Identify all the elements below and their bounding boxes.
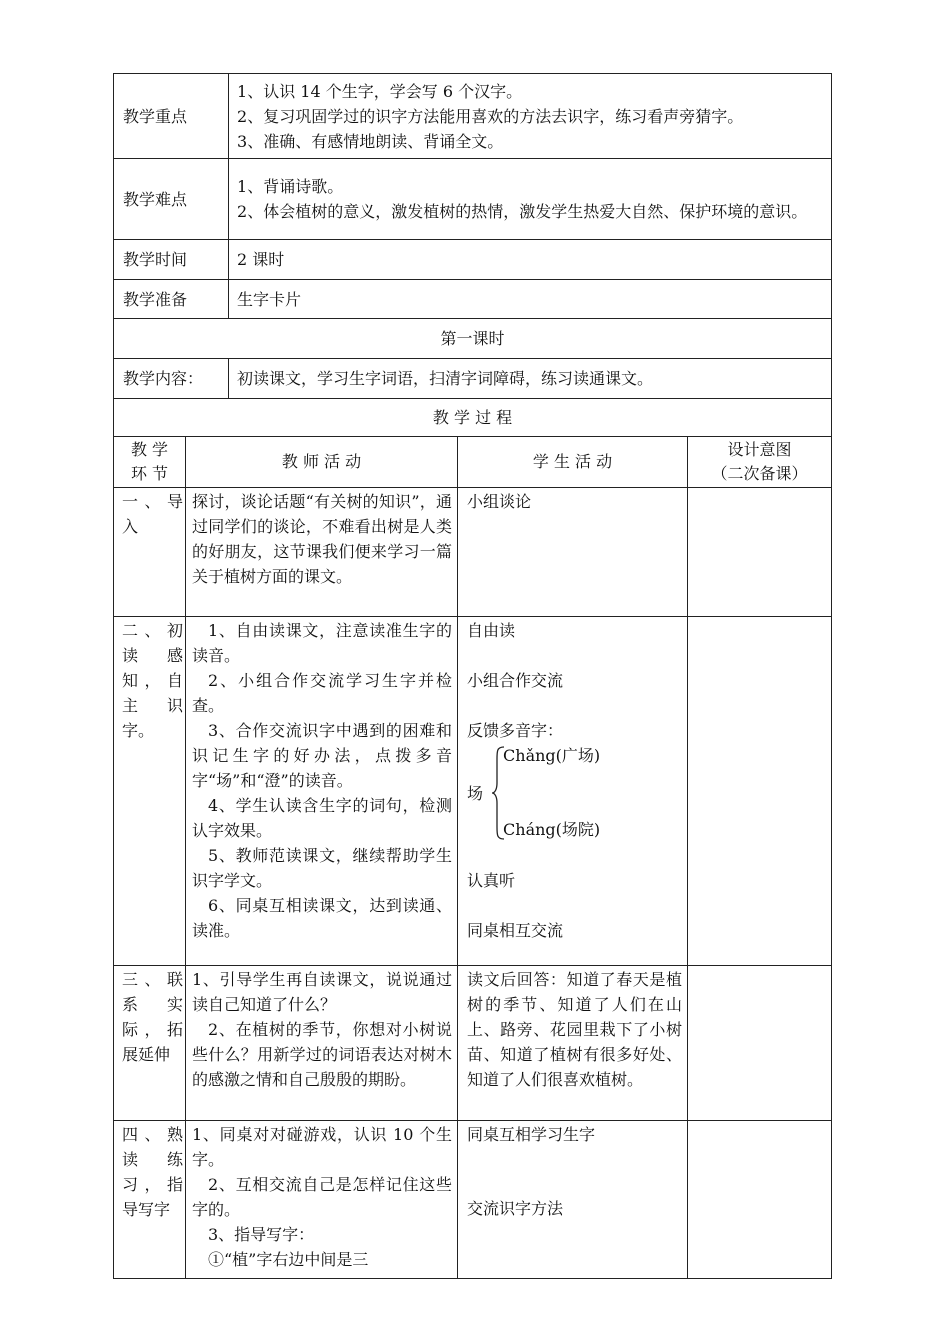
section-3-design: [688, 966, 832, 1121]
section-4-stage: 四、熟读练习，指导写字: [114, 1121, 186, 1279]
key-point-line: 1、认识 14 个生字，学会写 6 个汉字。: [237, 81, 523, 101]
lesson-plan-page: [113, 73, 831, 1279]
teacher-activity: 1、引导学生再自读课文，说说通过读自己知道了什么？: [192, 970, 453, 1014]
section-3-student: [458, 966, 688, 1121]
teacher-activity: 6、同桌互相读课文，达到读通、读准。: [192, 896, 453, 940]
time-value: 2 课时: [229, 240, 832, 280]
header-design: [688, 437, 832, 488]
student-activity: 小组合作交流: [467, 671, 564, 690]
teacher-activity: 5、教师范读课文，继续帮助学生识字学文。: [192, 846, 453, 890]
row-difficulties: [114, 159, 832, 240]
student-activity: 反馈多音字：: [467, 721, 564, 740]
difficulty-line: 2、体会植树的意义，激发植树的热情，激发学生热爱大自然、保护环境的意识。: [237, 202, 808, 221]
section-2-design: [688, 617, 832, 966]
section-3-stage: 三、联系实际，拓展延伸: [114, 966, 186, 1121]
lesson-title: 第一课时: [114, 319, 832, 359]
process-title: 教 学 过 程: [114, 399, 832, 437]
time-label: 教学时间: [114, 240, 229, 280]
header-design-line2: （二次备课）: [711, 464, 808, 483]
student-activity: 同桌相互交流: [467, 921, 564, 940]
teacher-activity: 探讨，谈论话题“有关树的知识”，通过同学们的谈论，不难看出树是人类的好朋友，这节课我们便来学习一篇关于植树方面的课文。: [192, 492, 453, 586]
difficulty-line: 1、背诵诗歌。: [237, 177, 344, 196]
teacher-activity: 2、小组合作交流学习生字并检查。: [192, 671, 453, 715]
polyphone-reading-1: Chǎng(广场): [503, 746, 601, 765]
row-preparation: [114, 280, 832, 319]
row-section-3: [114, 966, 832, 1121]
section-3-teacher: [186, 966, 458, 1121]
difficulties-label: 教学难点: [114, 159, 229, 240]
key-points-content: [229, 74, 832, 159]
teacher-activity: 1、自由读课文，注意读准生字的读音。: [192, 621, 453, 665]
student-activity: 同桌互相学习生字: [467, 1125, 596, 1144]
row-column-headers: [114, 437, 832, 488]
student-activity: 读文后回答：知道了春天是植树的季节、知道了人们在山上、路旁、花园里栽下了小树苗、知道了植树有很多好处、知道了人们很喜欢植树。: [467, 970, 683, 1089]
teacher-activity: ①“植”字右边中间是三: [208, 1250, 369, 1269]
key-point-line: 3、准确、有感情地朗读、背诵全文。: [237, 131, 504, 151]
polyphone-reading-2: Cháng(场院): [503, 820, 601, 839]
teacher-activity: 4、学生认读含生字的词句，检测认字效果。: [192, 796, 453, 840]
row-section-4: [114, 1121, 832, 1279]
preparation-value: 生字卡片: [229, 280, 832, 319]
row-key-points: [114, 74, 832, 159]
student-activity: 交流识字方法: [467, 1199, 564, 1218]
section-4-teacher: [186, 1121, 458, 1279]
teacher-activity: 2、在植树的季节，你想对小树说些什么？用新学过的词语表达对树木的感激之情和自己殷殷的期盼。: [192, 1020, 453, 1089]
header-teacher: 教 师 活 动: [186, 437, 458, 488]
row-time: [114, 240, 832, 280]
polyphone-char: 场: [467, 784, 484, 803]
teacher-activity: 1、同桌对对碰游戏，认识 10 个生字。: [192, 1125, 453, 1169]
header-design-line1: 设计意图: [727, 440, 792, 459]
polyphone-group: [467, 743, 682, 843]
content-value: 初读课文，学习生字词语，扫清字词障碍，练习读通课文。: [229, 359, 832, 399]
section-4-design: [688, 1121, 832, 1279]
row-section-2: [114, 617, 832, 966]
section-4-student: [458, 1121, 688, 1279]
preparation-label: 教学准备: [114, 280, 229, 319]
key-point-line: 2、复习巩固学过的识字方法能用喜欢的方法去识字，练习看声旁猜字。: [237, 106, 744, 126]
row-section-1: [114, 488, 832, 617]
section-2-student: [458, 617, 688, 966]
row-process-title: [114, 399, 832, 437]
section-1-student: [458, 488, 688, 617]
row-content: [114, 359, 832, 399]
content-label: 教学内容：: [114, 359, 229, 399]
student-activity: 认真听: [467, 871, 516, 890]
section-1-teacher: [186, 488, 458, 617]
header-student: 学 生 活 动: [458, 437, 688, 488]
student-activity: 自由读: [467, 621, 516, 640]
section-2-teacher: [186, 617, 458, 966]
student-activity: 小组谈论: [467, 492, 532, 511]
teacher-activity: 3、合作交流识字中遇到的困难和识记生字的好办法，点拨多音字“场”和“澄”的读音。: [192, 721, 453, 790]
difficulties-content: [229, 159, 832, 240]
teacher-activity: 2、互相交流自己是怎样记住这些字的。: [192, 1175, 453, 1219]
teacher-activity: 3、指导写字：: [208, 1225, 315, 1244]
section-1-stage: 一、导入: [114, 488, 186, 617]
key-points-label: 教学重点: [114, 74, 229, 159]
header-stage: 教 学 环 节: [114, 437, 186, 488]
lesson-plan-table: [113, 73, 832, 1279]
row-lesson-title: [114, 319, 832, 359]
section-2-stage: 二、初读感知，自主识字。: [114, 617, 186, 966]
section-1-design: [688, 488, 832, 617]
